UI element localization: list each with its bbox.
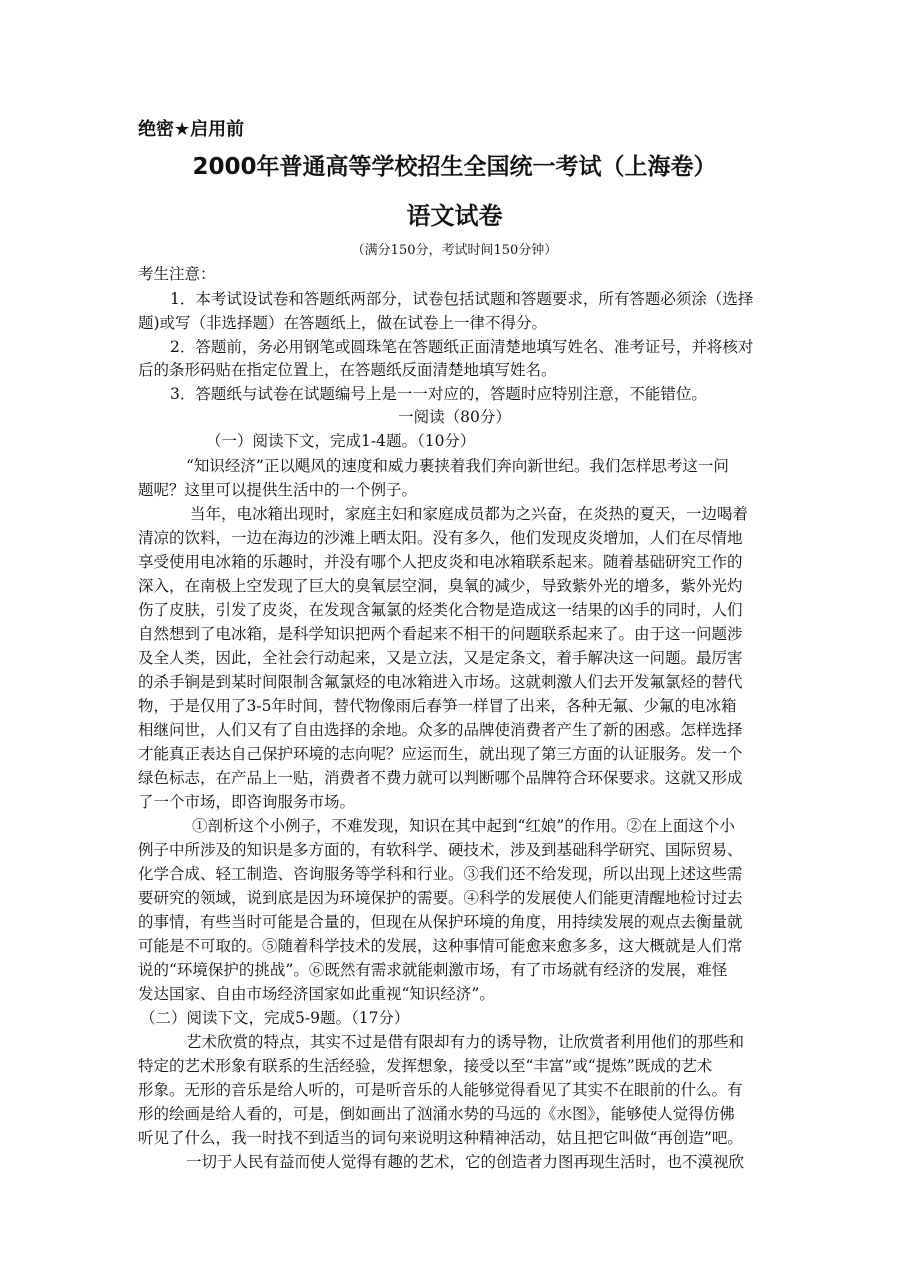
paragraph-line: 物，于是仅用了3-5年时间，替代物像雨后春笋一样冒了出来，各种无氟、少氟的电冰箱 — [138, 697, 737, 715]
part-heading: 一阅读（80分） — [398, 408, 511, 426]
paragraph-line: 例子中所涉及的知识是多方面的，有软科学、硬技术，涉及到基础科学研究、国际贸易、 — [138, 841, 743, 859]
notice-line: 题)或写（非选择题）在答题纸上，做在试卷上一律不得分。 — [138, 314, 548, 332]
paragraph-line: 题呢？这里可以提供生活中的一个例子。 — [138, 481, 418, 499]
paragraph-line: 深入，在南极上空发现了巨大的臭氧层空洞，臭氧的减少，导致紫外光的增多，紫外光灼 — [138, 577, 743, 595]
paragraph-line: 形的绘画是给人看的，可是，倒如画出了汹涌水势的马远的《水图》，能够使人觉得仿佛 — [138, 1105, 735, 1123]
paragraph-line: 享受使用电冰箱的乐趣时，并没有哪个人把皮炎和电冰箱联系起来。随着基础研究工作的 — [138, 553, 743, 571]
paragraph-line: 清凉的饮料，一边在海边的沙滩上晒太阳。没有多久，他们发现皮炎增加，人们在尽情地 — [138, 529, 743, 547]
exam-title: 2000年普通高等学校招生全国统一考试（上海卷） — [192, 154, 717, 180]
paragraph-line: 形象。无形的音乐是给人听的，可是听音乐的人能够觉得看见了其实不在眼前的什么。有 — [138, 1081, 743, 1099]
notice-line: 1．本考试设试卷和答题纸两部分，试卷包括试题和答题要求，所有答题必须涂（选择 — [170, 290, 754, 308]
paragraph-line: 艺术欣赏的特点，其实不过是借有限却有力的诱导物，让欣赏者利用他们的那些和 — [186, 1033, 745, 1051]
paragraph-line: 可能是不可取的。⑤随着科学技术的发展，这种事情可能愈来愈多多，这大概就是人们常 — [138, 937, 743, 955]
paragraph-line: 当年，电冰箱出现时，家庭主妇和家庭成员都为之兴奋，在炎热的夏天，一边喝着 — [190, 505, 749, 523]
paragraph-line: 相继问世，人们又有了自由选择的余地。众多的品牌使消费者产生了新的困惑。怎样选择 — [138, 721, 743, 739]
paragraph-line: 化学合成、轻工制造、咨询服务等学科和行业。③我们还不给发现，所以出现上述这些需 — [138, 865, 743, 883]
paragraph-line: 一切于人民有益而使人觉得有趣的艺术，它的创造者力图再现生活时，也不漠视欣 — [186, 1153, 745, 1171]
paragraph-line: 自然想到了电冰箱，是科学知识把两个看起来不相干的问题联系起来了。由于这一问题涉 — [138, 625, 743, 643]
paragraph-line: 发达国家、自由市场经济国家如此重视“知识经济”。 — [138, 985, 495, 1003]
confidential-label: 绝密★启用前 — [138, 119, 245, 140]
paragraph-line: 绿色标志，在产品上一贴，消费者不费力就可以判断哪个品牌符合环保要求。这就又形成 — [138, 769, 743, 787]
section-heading: （一）阅读下文，完成1-4题。（10分） — [206, 432, 476, 450]
paragraph-line: 特定的艺术形象有联系的生活经验，发挥想象，接受以至“丰富”或“提炼”既成的艺术 — [138, 1057, 713, 1075]
notice-line: 后的条形码贴在指定位置上，在答题纸反面清楚地填写姓名。 — [138, 361, 557, 379]
paragraph-line: 听见了什么，我一时找不到适当的词句来说明这种精神活动，姑且把它叫做“再创造”吧。 — [138, 1129, 743, 1147]
paragraph-line: 才能真正表达自己保护环境的志向呢？应运而生，就出现了第三方面的认证服务。发一个 — [138, 745, 743, 763]
paragraph-line: 伤了皮肤，引发了皮炎，在发现含氟氯的烃类化合物是造成这一结果的凶手的同时，人们 — [138, 601, 743, 619]
notice-line: 2．答题前，务必用钢笔或圆珠笔在答题纸正面清楚地填写姓名、准考证号，并将核对 — [170, 338, 754, 356]
paragraph-line: 的杀手锏是到某时间限制含氟氯烃的电冰箱进入市场。这就刺激人们去开发氟氯烃的替代 — [138, 673, 743, 691]
exam-meta: （满分150分，考试时间150分钟） — [351, 243, 558, 258]
exam-subtitle: 语文试卷 — [406, 202, 503, 230]
paragraph-line: 及全人类，因此，全社会行动起来，又是立法，又是定条文，着手解决这一问题。最厉害 — [138, 649, 743, 667]
notice-heading: 考生注意： — [138, 265, 216, 283]
paragraph-line: “知识经济”正以飓风的速度和威力裹挟着我们奔向新世纪。我们怎样思考这一问 — [186, 457, 729, 475]
notice-line: 3．答题纸与试卷在试题编号上是一一对应的，答题时应特别注意，不能错位。 — [170, 385, 707, 403]
paragraph-line: 说的“环境保护的挑战”。⑥既然有需求就能刺激市场，有了市场就有经济的发展，难怪 — [138, 961, 728, 979]
paragraph-line: 了一个市场，即咨询服务市场。 — [138, 793, 356, 811]
paragraph-line: ①剖析这个小例子，不难发现，知识在其中起到“红娘”的作用。②在上面这个小 — [192, 817, 735, 835]
section-heading: （二）阅读下文，完成5-9题。（17分） — [140, 1009, 410, 1027]
paragraph-line: 的事情，有些当时可能是合量的，但现在从保护环境的角度，用持续发展的观点去衡量就 — [138, 913, 743, 931]
paragraph-line: 要研究的领域，说到底是因为环境保护的需要。④科学的发展使人们能更清醒地检讨过去 — [138, 889, 743, 907]
